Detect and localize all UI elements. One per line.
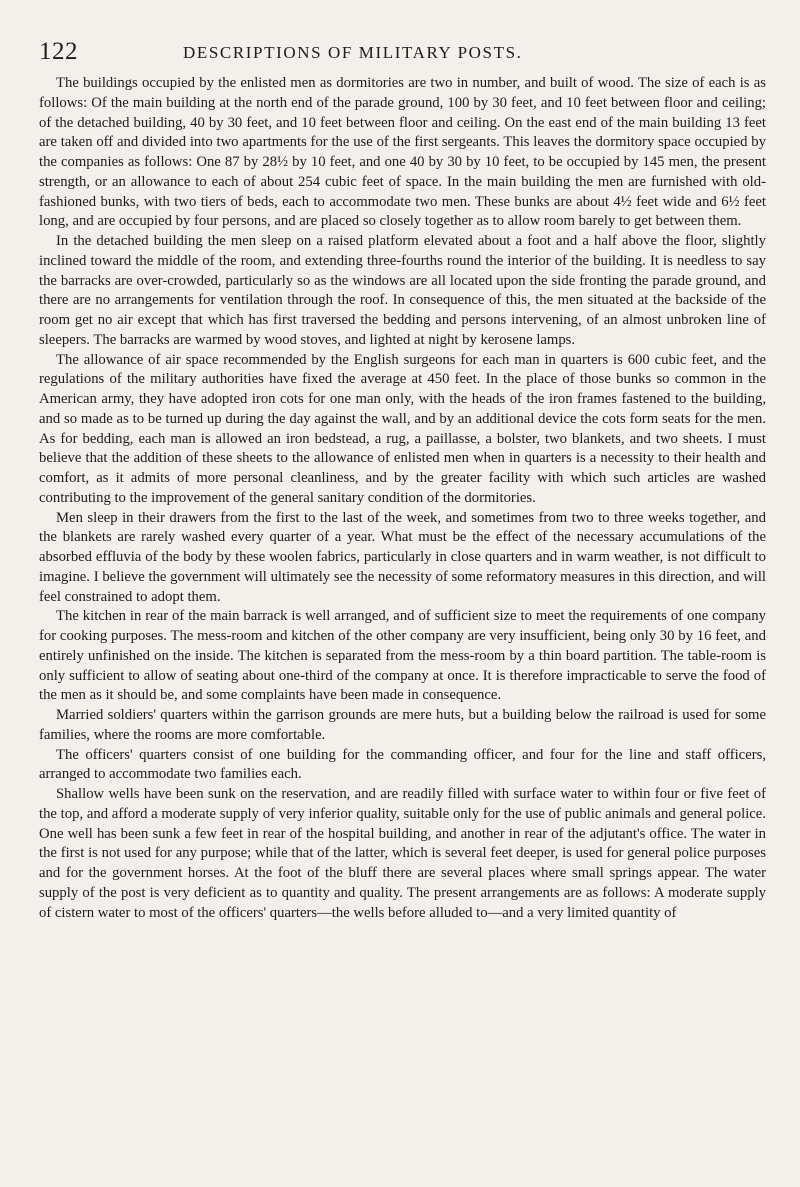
paragraph-dormitories: The buildings occupied by the enlisted men as dormitories are two in number, and built of wood. The size of each is as follows: Of the main building at the north end of the parade ground, 100 by 30 feet, and 10 feet between floor and ceiling; of the detached building, 40 by 30 feet, and 10 feet between floor and ceiling. On the east end of the main building 13 feet are taken off and divided into two apartments for the use of the first sergeants. This leaves the dormitory space occupied by the companies as follows: One 87 by 28½ by 10 feet, and one 40 by 30 by 10 feet, to be occupied by 145 men, the present strength, or an allowance to each of about 254 cubic feet of space. In the main building the men are furnished with old-fashioned bunks, with two tiers of beds, each to accommodate two men. These bunks are about 4½ feet wide and 6½ feet long, and are occupied by four persons, and are placed so closely together as to allow room barely to get between them. — [39, 75, 766, 230]
paragraph-kitchen: The kitchen in rear of the main barrack is well arranged, and of sufficient size to meet the requirements of one company for cooking purposes. The mess-room and kitchen of the other company are very insufficient, being only 30 by 16 feet, and entirely unfinished on the inside. The kitchen is separated from the mess-room by a thin board partition. The table-room is only sufficient to allow of seating about one-third of the company at once. It is therefore impracticable to serve the food of the men as it should be, and some complaints have been made in consequence. — [39, 608, 766, 704]
body-text — [39, 74, 766, 923]
paragraph-married-quarters: Married soldiers' quarters within the garrison grounds are mere huts, but a building below the railroad is used for some families, where the rooms are more comfortable. — [39, 707, 766, 743]
page-number: 122 — [39, 38, 78, 65]
paragraph-air-space: The allowance of air space recommended by the English surgeons for each man in quarters is 600 cubic feet, and the regulations of the military authorities have fixed the average at 450 feet. In the place of those bunks so common in the American army, they have adopted iron cots for one man only, with the heads of the iron frames fastened to the building, and so made as to be turned up during the day against the wall, and by an additional device the cots form seats for the men. As for bedding, each man is allowed an iron bedstead, a rug, a paillasse, a bolster, two blankets, and two sheets. I must believe that the addition of these sheets to the allowance of enlisted men when in quarters is a necessity to their health and comfort, as it admits of more personal cleanliness, and by the greater facility with which such articles are washed contributing to the improvement of the general sanitary condition of the dormitories. — [39, 351, 766, 506]
paragraph-water-supply: Shallow wells have been sunk on the reservation, and are readily filled with surface water to within four or five feet of the top, and afford a moderate supply of very inferior quality, suitable only for the use of public animals and general police. One well has been sunk a few feet in rear of the hospital building, and another in rear of the adjutant's office. The water in the first is not used for any purpose; while that of the latter, which is several feet deeper, is used for general police purposes and for the government horses. At the foot of the bluff there are several places where small springs appear. The water supply of the post is very deficient as to quantity and quality. The present arrangements are as follows: A moderate supply of cistern water to most of the officers' quarters—the wells before alluded to—and a very limited quantity of — [39, 786, 766, 921]
paragraph-bedding: Men sleep in their drawers from the first to the last of the week, and sometimes from two to three weeks together, and the blankets are rarely washed every quarter of a year. What must be the effect of the necessary accumulations of the absorbed effluvia of the body by these woolen fabrics, particularly in close quarters and in warm weather, is not difficult to imagine. I believe the government will ultimately see the necessity of some reformatory measures in this direction, and will feel constrained to adopt them. — [39, 509, 766, 605]
running-title: DESCRIPTIONS OF MILITARY POSTS. — [183, 43, 523, 62]
paragraph-officers-quarters: The officers' quarters consist of one building for the commanding officer, and four for the line and staff officers, arranged to accommodate two families each. — [39, 746, 766, 783]
running-head — [39, 38, 766, 66]
paragraph-detached-building: In the detached building the men sleep on a raised platform elevated about a foot and a half above the floor, slightly inclined toward the middle of the room, and extending three-fourths round the interior of the building. It is needless to say the barracks are over-crowded, particularly so as the windows are all located upon the side fronting the parade ground, and there are no arrangements for ventilation through the roof. In consequence of this, the men situated at the backside of the room get no air except that which has first traversed the bedding and persons intervening, of an almost unbroken line of sleepers. The barracks are warmed by wood stoves, and lighted at night by kerosene lamps. — [39, 233, 766, 348]
